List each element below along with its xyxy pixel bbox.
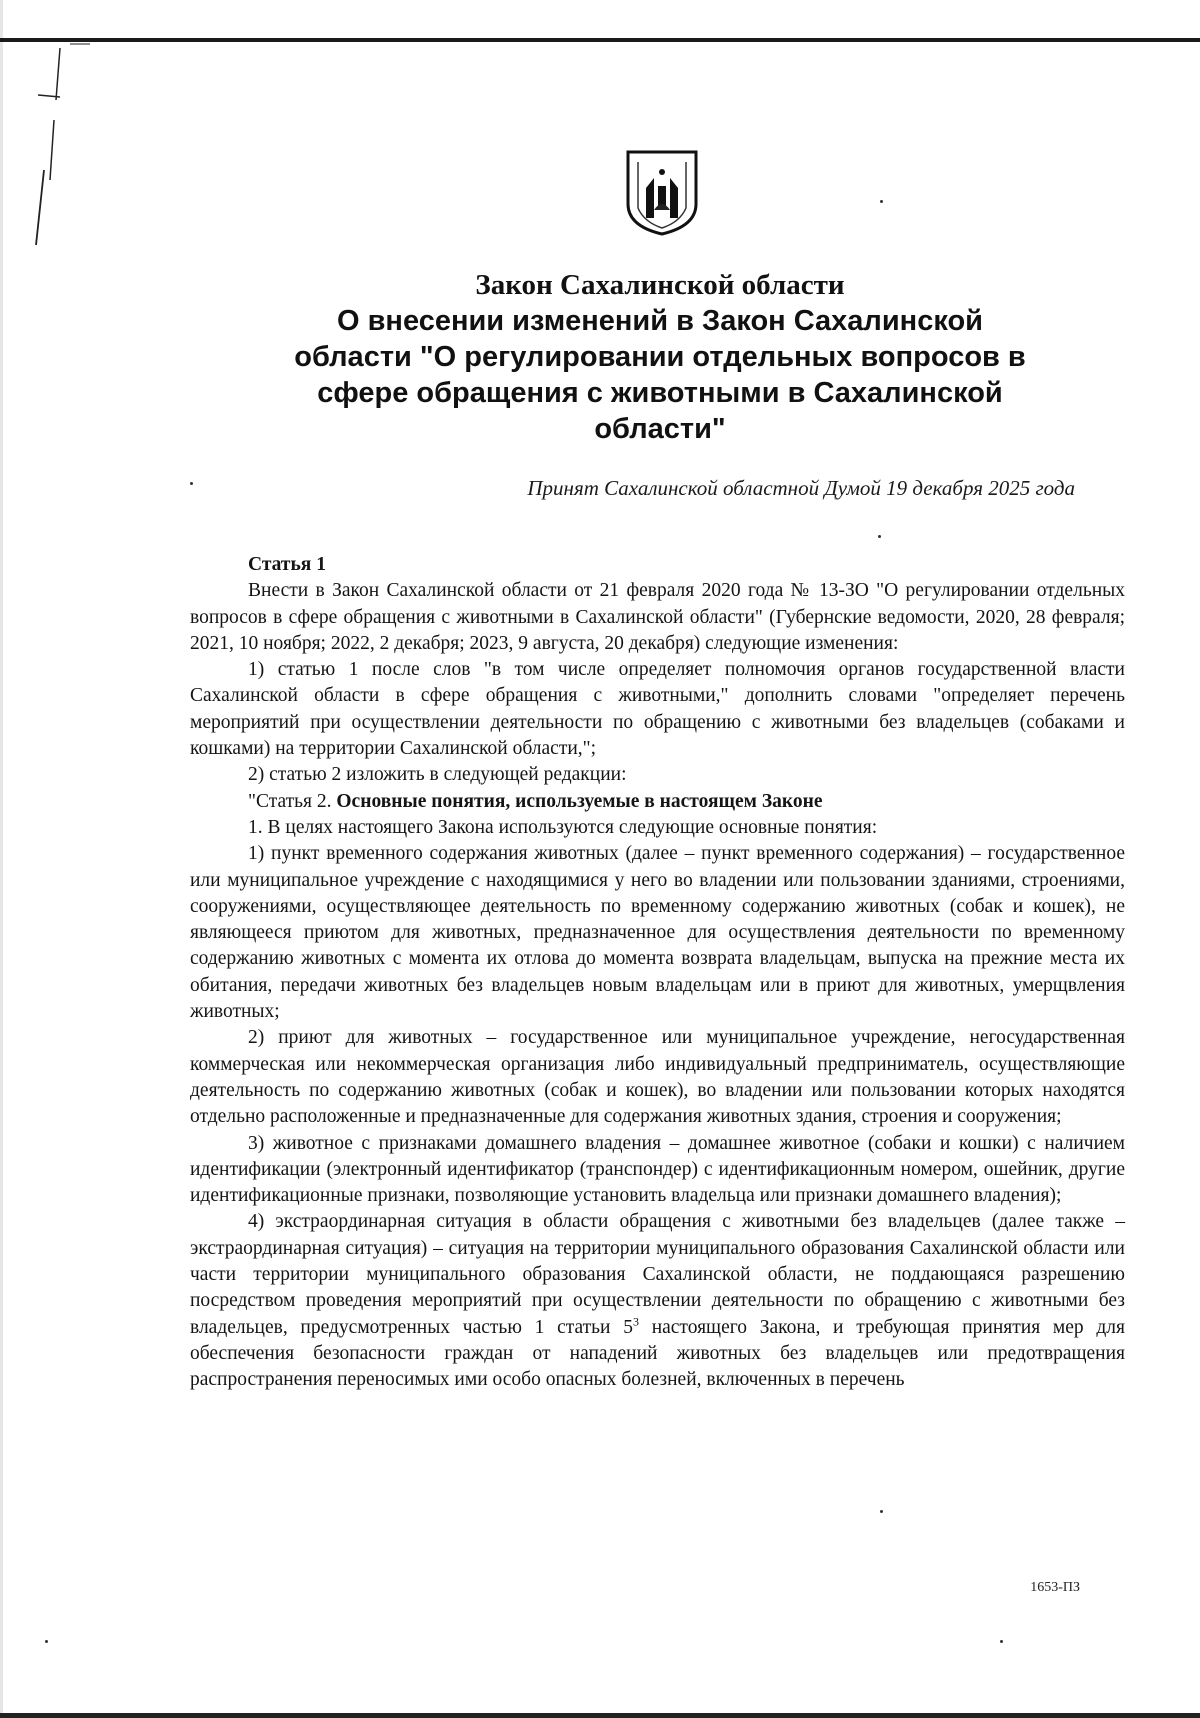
amendment-item: 1) статью 1 после слов "в том числе определяет полномочия органов государственной власти Сахалинской области в сфере обращения с животными," дополнить словами "определяет перечень мероприятий при осуществлении деятельности по обращению с животными без владельцев (собаками и кошками) на территории Сахалинской области,";	[190, 659, 1125, 760]
law-subtitle-line: области"	[594, 413, 726, 445]
law-subtitle-line: сфере обращения с животными в Сахалинской	[317, 377, 1003, 409]
sakhalin-coat-of-arms	[624, 148, 700, 236]
superscript: 3	[632, 1314, 639, 1329]
definition-item: 2) приют для животных – государственное или муниципальное учреждение, негосударственная коммерческая или некоммерческая организация либо индивидуальный предприниматель, осуществляющие деятельность по содержанию животных (собак и кошек), во владении или пользовании которых находятся отдельно расположенные и предназначенные для содержания животных здания, строения и сооружения;	[190, 1027, 1125, 1128]
definition-item	[190, 1209, 1125, 1393]
definition-item: 1) пункт временного содержания животных (далее – пункт временного содержания) – государственное или муниципальное учреждение с находящимися у него во владении или пользовании зданиями, строениями, сооружениями, осуществляющее деятельность по временному содержанию животных (собак и кошек), не являющееся приютом для животных, предназначенное для осуществления деятельности по временному содержанию животных с момента их отлова до момента возврата владельцам, выпуска на прежние места их обитания, передачи животных без владельцев новым владельцам или в приют для животных, умерщвления животных;	[190, 843, 1125, 1023]
scan-edge-left	[0, 0, 3, 1718]
article-2-title: Основные понятия, используемые в настоящем Законе	[336, 790, 823, 812]
law-title: Закон Сахалинской области	[475, 269, 845, 301]
scan-edge-top	[0, 38, 1200, 42]
scan-speck	[1000, 1640, 1003, 1643]
article-intro: Внести в Закон Сахалинской области от 21 февраля 2020 года № 13-ЗО "О регулировании отдельных вопросов в сфере обращения с животными в Сахалинской области" (Губернские ведомости, 2020, 28 февраля; 2021, 10 ноября; 2022, 2 декабря; 2023, 9 августа, 20 декабря) следующие изменения:	[190, 580, 1125, 654]
definition-text: 4) экстраординарная ситуация в области обращения с животными без владельцев (далее также – экстраординарная ситуация) – ситуация на территории муниципального образования Сахалинской области или части территории муниципального образования Сахалинской области, не поддающаяся разрешению посредством проведения мероприятий при осуществлении деятельности по обращению с животными без владельцев, предусмотренных частью 1 статьи 5	[190, 1211, 1125, 1338]
scan-speck	[190, 482, 193, 485]
article-2-heading	[190, 789, 1125, 815]
law-subtitle-line: области "О регулировании отдельных вопросов в	[294, 341, 1026, 373]
law-body	[190, 552, 1125, 1394]
adoption-note: Принят Сахалинской областной Думой 19 декабря 2025 года	[527, 476, 1075, 500]
law-subtitle-line: О внесении изменений в Закон Сахалинской	[336, 305, 983, 337]
title-block	[220, 267, 1100, 447]
definition-text: настоящего Закона, и требующая принятия мер для обеспечения безопасности граждан от нападений животных без владельцев или предотвращения распространения переносимых ими особо опасных болезней, включенных в перечень	[190, 1316, 1125, 1391]
margin-pen-marks	[30, 40, 90, 270]
amendment-item: 2) статью 2 изложить в следующей редакции:	[248, 764, 627, 786]
article-2-prefix: "Статья 2.	[248, 790, 337, 812]
definition-item: 3) животное с признаками домашнего владения – домашнее животное (собаки и кошки) с наличием идентификации (электронный идентификатор (транспондер) с идентификационным номером, ошейник, другие идентификационные признаки, позволяющие установить владельца или признаки домашнего владения);	[190, 1132, 1125, 1207]
scan-speck	[878, 535, 881, 538]
point-1: 1. В целях настоящего Закона используются следующие основные понятия:	[248, 816, 878, 838]
scan-speck	[880, 200, 883, 203]
scan-edge-bottom	[0, 1713, 1200, 1718]
article-heading: Статья 1	[248, 554, 326, 575]
scan-speck	[880, 1510, 883, 1513]
scan-speck	[45, 1640, 48, 1643]
document-code: 1653-ПЗ	[1030, 1580, 1080, 1595]
